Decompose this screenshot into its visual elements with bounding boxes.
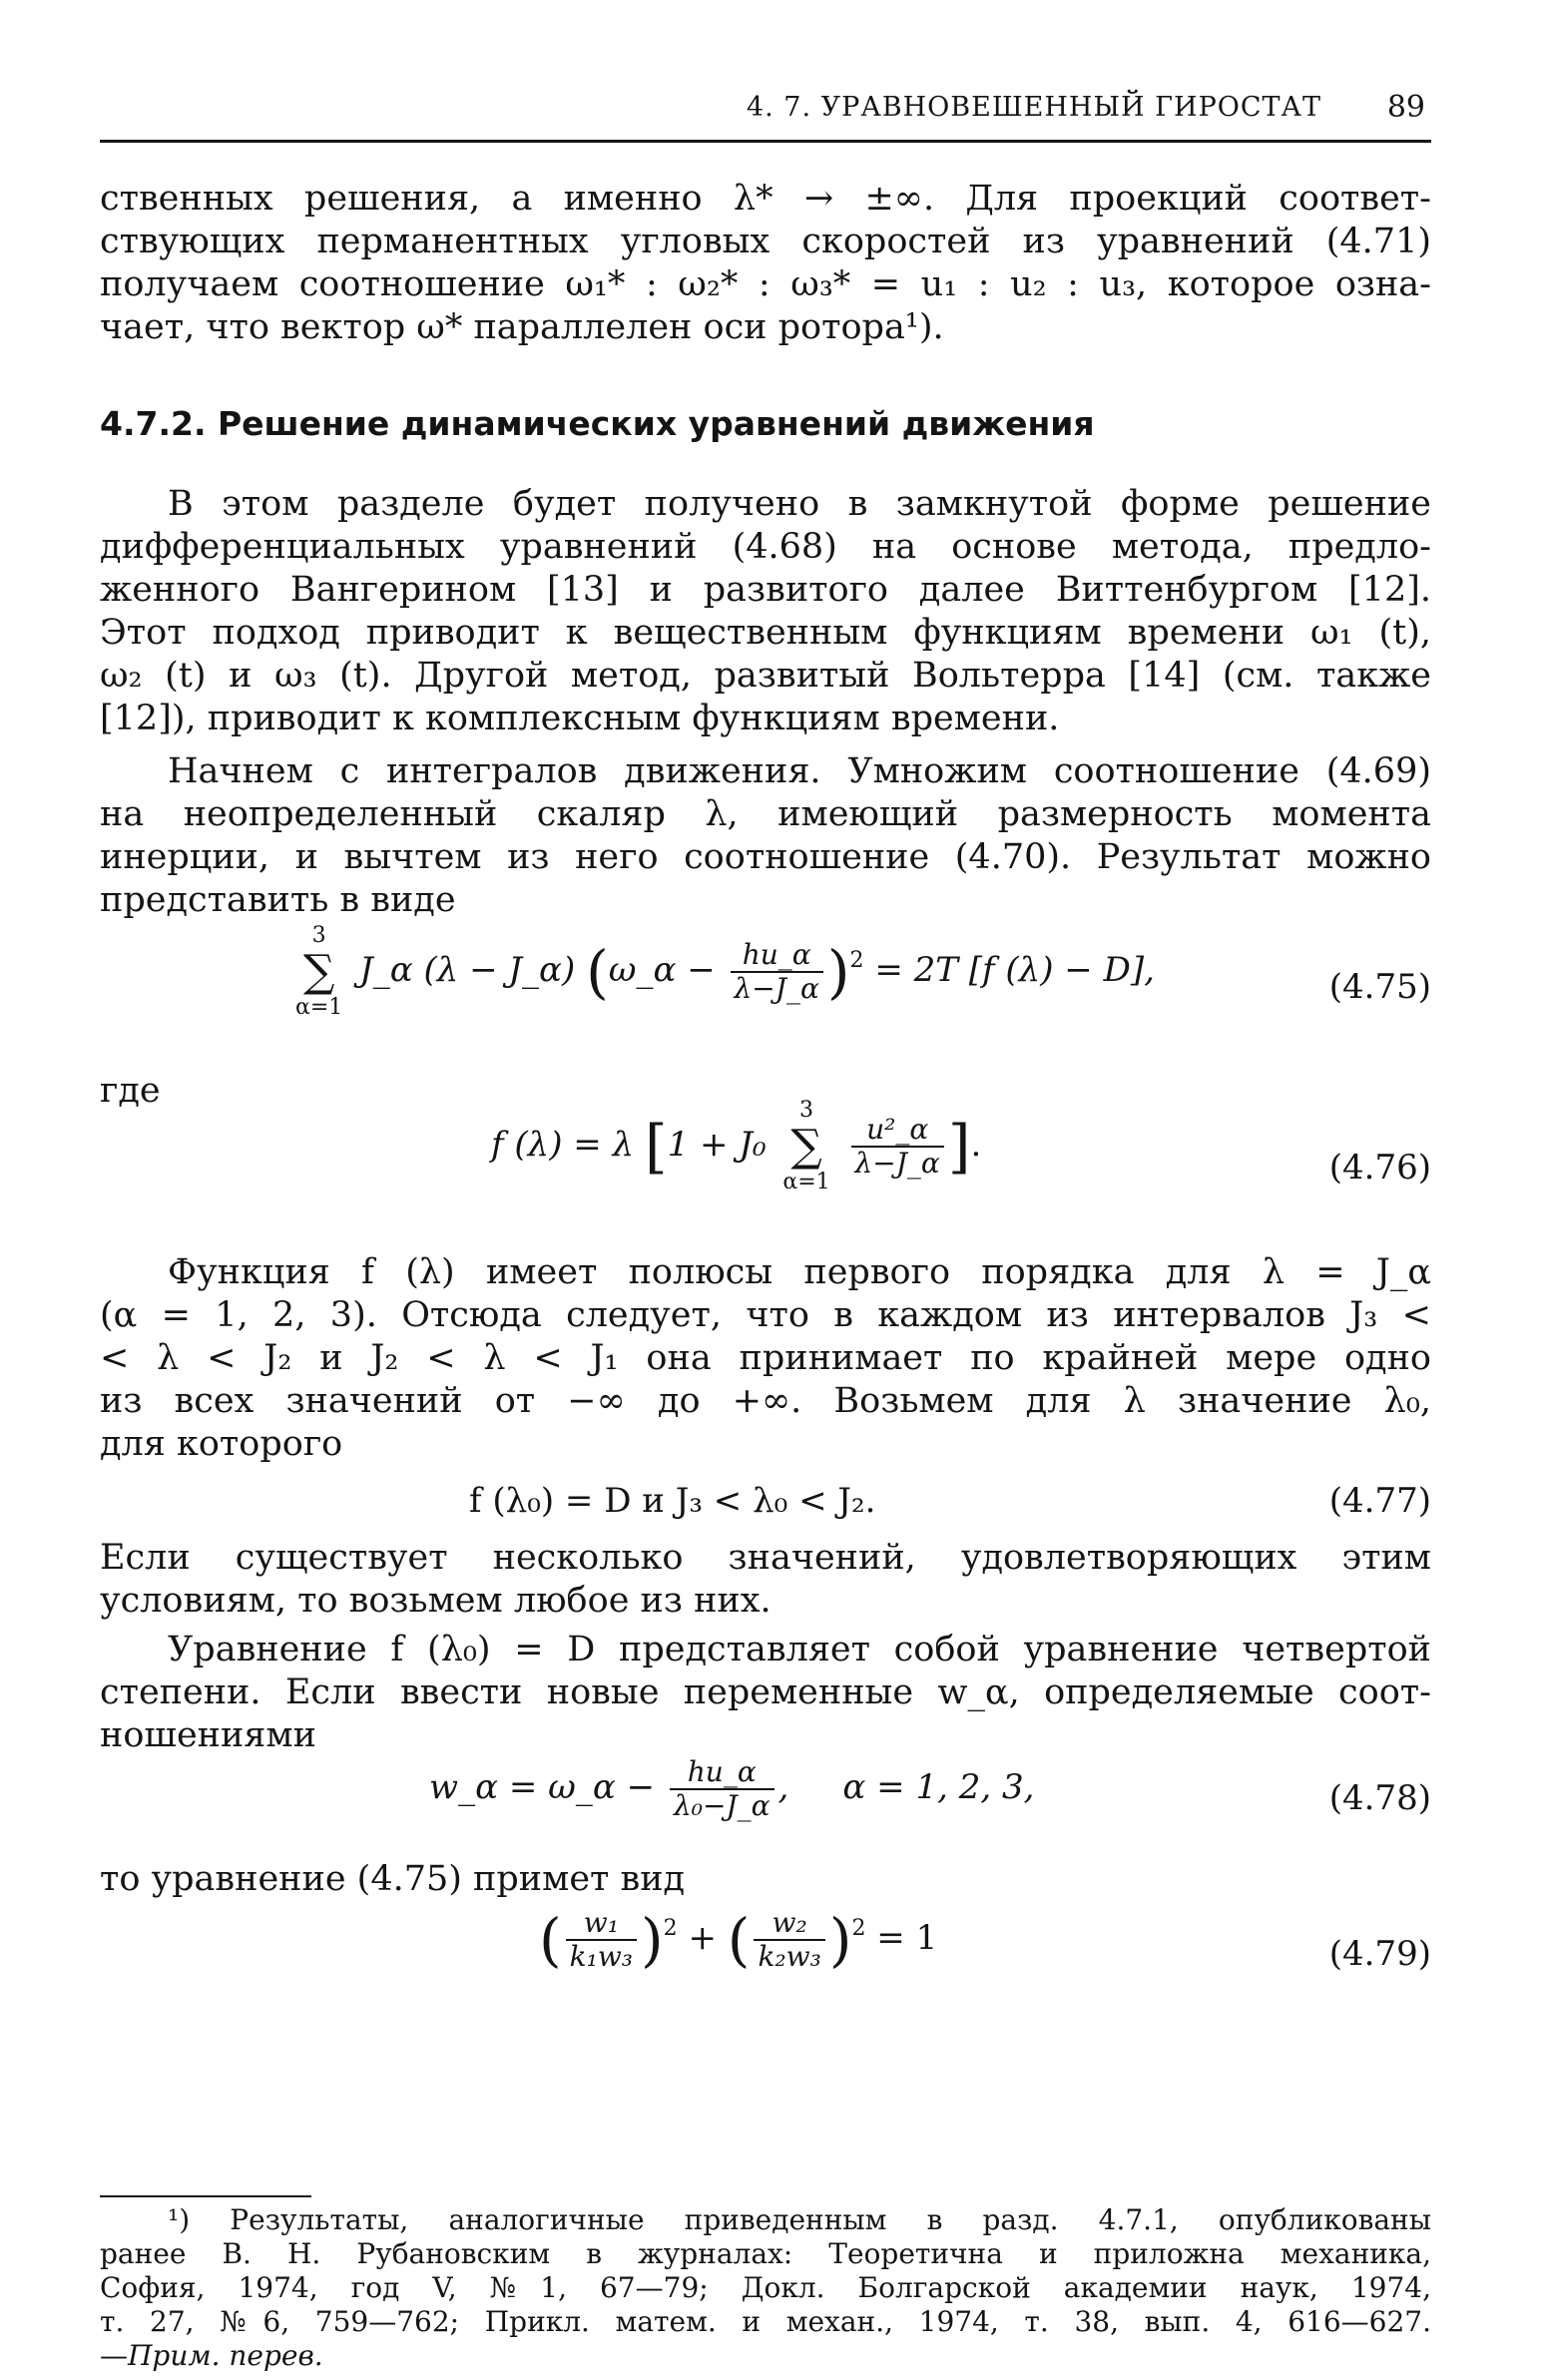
sum-operator: 3 ∑ α=1: [295, 923, 343, 1020]
plus-sign: +: [688, 1918, 717, 1958]
exponent: 2: [851, 1916, 866, 1941]
fraction: [851, 1114, 944, 1180]
exponent: 2: [849, 948, 864, 973]
text-line: [12]), приводит к комплексным функциям времени.: [100, 699, 1060, 738]
text-line: на неопределенный скаляр λ, имеющий размерность момента: [100, 794, 1431, 834]
intro-paragraph: [100, 178, 1431, 349]
eq-term: w_α = ω_α −: [429, 1767, 656, 1807]
eq-term: J_α (λ − J_α): [359, 950, 576, 990]
footnote: [100, 2203, 1431, 2373]
sum-lower-limit: α=1: [782, 1170, 830, 1194]
text-line: ствующих перманентных угловых скоростей из уравнений (4.71): [100, 222, 1431, 261]
text-line: инерции, и вычтем из него соотношение (4.70). Результат можно: [100, 837, 1431, 877]
running-head: 4. 7. УРАВНОВЕШЕННЫЙ ГИРОСТАТ: [746, 92, 1321, 123]
text-line: < λ < J₂ и J₂ < λ < J₁ она принимает по крайней мере одно: [100, 1338, 1431, 1378]
text-line: дифференциальных уравнений (4.68) на основе метода, предло-: [100, 527, 1431, 567]
text-line: представить в виде: [100, 880, 456, 920]
exponent: 2: [663, 1916, 678, 1941]
fraction-numerator: hu_α: [742, 938, 811, 971]
paragraph-integrals: [100, 750, 1431, 922]
text-line: из всех значений от −∞ до +∞. Возьмем для λ значение λ₀,: [100, 1381, 1431, 1421]
fraction-numerator: hu_α: [687, 1755, 757, 1788]
paragraph-method: [100, 483, 1431, 740]
fraction: [566, 1907, 637, 1973]
text-line: ношениями: [100, 1715, 316, 1755]
equation-4-77: [100, 1481, 1431, 1527]
fraction-numerator: w₁: [583, 1906, 619, 1939]
footnote-line: ранее В. Н. Рубановским в журналах: Теоретична и приложна механика,: [100, 2237, 1431, 2270]
text-line: В этом разделе будет получено в замкнутой форме решение: [168, 484, 1431, 524]
fraction-numerator: u²_α: [866, 1113, 929, 1146]
footnote-divider: [100, 2195, 311, 2197]
sum-lower-limit: α=1: [295, 995, 343, 1020]
text-line: Начнем с интегралов движения. Умножим соотношение (4.69): [168, 751, 1431, 791]
text-line: степени. Если ввести новые переменные w_α, определяемые соот-: [100, 1672, 1431, 1712]
fraction: [670, 1756, 774, 1822]
equation-number: (4.77): [1328, 1481, 1431, 1521]
fraction-numerator: w₂: [772, 1906, 807, 1939]
eq-term: 1 + J₀: [667, 1125, 767, 1165]
sum-operator: 3 ∑ α=1: [782, 1098, 830, 1194]
eq-term: = 2T [f (λ) − D],: [874, 950, 1155, 990]
paragraph-several-values: [100, 1537, 1431, 1623]
fraction: [754, 1907, 824, 1973]
page-number: 89: [1386, 90, 1425, 125]
paragraph-fourth-degree: [100, 1629, 1431, 1757]
text-line: Этот подход приводит к вещественным функциям времени ω₁ (t),: [100, 613, 1431, 653]
eq-term: , α = 1, 2, 3,: [777, 1767, 1035, 1807]
paragraph-poles: [100, 1251, 1431, 1466]
eq-term: f (λ) = λ: [491, 1125, 635, 1165]
eq-term: ω_α −: [608, 950, 716, 990]
footnote-line: т. 27, №6, 759—762; Прикл. матем. и механ., 1974, т. 38, вып. 4, 616—627.: [100, 2305, 1431, 2338]
paragraph-equation-form: [100, 1858, 1431, 1901]
book-page: [100, 0, 1431, 2380]
footnote-line: —Прим. перев.: [100, 2339, 323, 2372]
footnote-line: ¹) Результаты, аналогичные приведенным в разд. 4.7.1, опубликованы: [168, 2203, 1431, 2236]
equation-number: (4.79): [1328, 1934, 1431, 1974]
eq-term: = 1: [876, 1918, 938, 1958]
text-line: Функция f (λ) имеет полюсы первого порядка для λ = J_α: [168, 1252, 1431, 1292]
text-line: (α = 1, 2, 3). Отсюда следует, что в каждом из интервалов J₃ <: [100, 1295, 1431, 1335]
equation-number: (4.78): [1328, 1778, 1431, 1818]
where-word: где: [100, 1071, 161, 1111]
fraction-denominator: k₁w₃: [566, 1939, 637, 1973]
footnote-line: София, 1974, год V, №1, 67—79; Докл. Болгарской академии наук, 1974,: [100, 2271, 1431, 2304]
sum-upper-limit: 3: [311, 923, 326, 948]
equation-4-76: f (λ) = λ [1 + J₀ 3 ∑ α=1 $\frac{\text{u²\_α}}{\lambda-J\_\alpha}$ ]. (4.76): [491, 1098, 1431, 1194]
text-line: получаем соотношение ω₁* : ω₂* : ω₃* = u₁ : u₂ : u₃, которое озна-: [100, 264, 1431, 304]
text-line: Уравнение f (λ₀) = D представляет собой уравнение четвертой: [168, 1630, 1431, 1669]
equation-4-78: [100, 1756, 1431, 1836]
fraction-denominator: λ−J_α: [851, 1146, 944, 1180]
fraction-denominator: λ₀−J_α: [670, 1788, 774, 1822]
equation-4-75: 3 ∑ α=1 J_α (λ − J_α) (ω_α − $\frac{hu\_\alpha}{\lambda-J\_\alpha}$ )$^2$ = 2T [f (λ) − D], (4.75): [295, 923, 1431, 1020]
text-line: ω₂ (t) и ω₃ (t). Другой метод, развитый Вольтерра [14] (см. также: [100, 656, 1431, 696]
sum-upper-limit: 3: [799, 1098, 814, 1123]
fraction-denominator: k₂w₃: [754, 1939, 824, 1973]
fraction-denominator: λ−J_α: [731, 971, 823, 1005]
equation-number: (4.75): [1328, 967, 1431, 1007]
text-line: женного Вангерином [13] и развитого далее Виттенбургом [12].: [100, 570, 1431, 610]
equation-4-79: ( $\frac{\text{w₁}}{\text{k₁w₃}}$ )$^2$ + ( $\frac{\text{w₂}}{\text{k₂w₃}}$ )$^2$ = 1 (4.79): [539, 1906, 1431, 1974]
text-line: для которого: [100, 1424, 343, 1464]
equation-number: (4.76): [1328, 1148, 1431, 1188]
text-line: Если существует несколько значений, удовлетворяющих этим: [100, 1538, 1431, 1578]
text-line: чает, что вектор ω* параллелен оси ротора¹).: [100, 307, 944, 347]
fraction: [731, 939, 823, 1005]
section-heading: 4.7.2. Решение динамических уравнений движения: [100, 404, 1095, 443]
page-header: [100, 88, 1431, 143]
text-line: ственных решения, а именно λ* → ±∞. Для проекций соответ-: [100, 179, 1431, 219]
text-line: условиям, то возьмем любое из них.: [100, 1581, 772, 1621]
text-line: то уравнение (4.75) примет вид: [100, 1859, 686, 1899]
eq-term: f (λ₀) = D и J₃ < λ₀ < J₂.: [469, 1481, 876, 1521]
